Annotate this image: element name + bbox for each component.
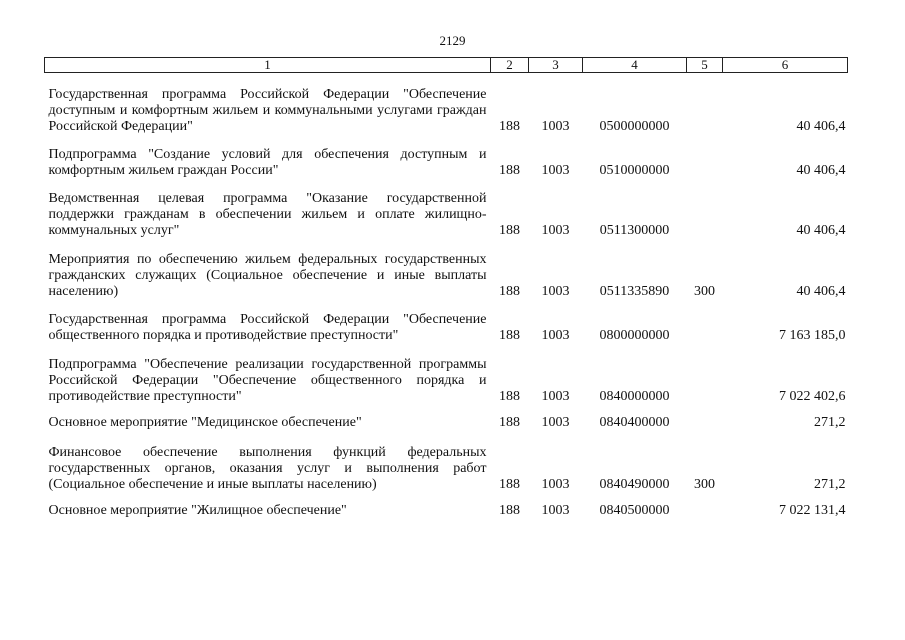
row-col-3: 1003	[541, 502, 570, 518]
row-col-2: 188	[499, 388, 520, 404]
row-col-5	[687, 493, 723, 519]
table-row	[45, 493, 848, 519]
row-col-6: 7 022 131,4	[779, 502, 846, 518]
row-col-5	[687, 405, 723, 431]
row-col-5: 300	[694, 476, 715, 492]
row-col-2: 188	[499, 502, 520, 518]
row-col-2: 188	[499, 118, 520, 134]
header-col-2: 2	[491, 58, 529, 73]
header-col-4: 4	[583, 58, 687, 73]
row-col-3: 1003	[541, 162, 570, 178]
row-col-6: 7 022 402,6	[779, 388, 846, 404]
header-col-1: 1	[45, 58, 491, 73]
row-col-4: 0510000000	[599, 162, 670, 178]
row-col-5	[687, 73, 723, 135]
table-row	[45, 405, 848, 431]
table-row	[45, 431, 848, 493]
table-row	[45, 179, 848, 239]
row-col-5	[687, 179, 723, 239]
table-row	[45, 73, 848, 135]
header-col-6: 6	[723, 58, 848, 73]
row-col-4: 0511300000	[599, 222, 670, 238]
row-description: Государственная программа Российской Федерации "Обеспечение доступным и комфортным жильем и коммунальными услугами граждан Российской Федерации"	[48, 86, 487, 134]
row-col-6: 40 406,4	[796, 162, 846, 178]
header-col-3: 3	[529, 58, 583, 73]
row-col-2: 188	[499, 283, 520, 299]
table-row	[45, 344, 848, 405]
row-col-4: 0840000000	[599, 388, 670, 404]
row-col-4: 0800000000	[599, 327, 670, 343]
row-col-5	[687, 344, 723, 405]
header-col-5: 5	[687, 58, 723, 73]
row-col-2: 188	[499, 327, 520, 343]
row-col-3: 1003	[541, 476, 570, 492]
page-number: 2129	[439, 33, 466, 48]
row-col-3: 1003	[541, 327, 570, 343]
table-body	[45, 73, 848, 519]
table-row	[45, 239, 848, 300]
row-col-3: 1003	[541, 118, 570, 134]
row-col-5	[687, 135, 723, 179]
row-description: Ведомственная целевая программа "Оказание государственной поддержки гражданам в обеспечении жильем и оплате жилищно-коммунальных услуг"	[48, 190, 487, 238]
row-col-6: 40 406,4	[796, 118, 846, 134]
row-col-2: 188	[499, 222, 520, 238]
row-col-6: 7 163 185,0	[779, 327, 846, 343]
row-col-2: 188	[499, 162, 520, 178]
row-col-2: 188	[499, 414, 520, 430]
row-col-5	[687, 300, 723, 344]
row-col-4: 0511335890	[599, 283, 670, 299]
row-description: Мероприятия по обеспечению жильем федеральных государственных гражданских служащих (Социальное обеспечение и иные выплаты населению)	[48, 251, 487, 299]
table-header-row	[45, 58, 848, 73]
row-col-3: 1003	[541, 414, 570, 430]
budget-table	[44, 57, 848, 519]
row-description: Основное мероприятие "Медицинское обеспечение"	[48, 414, 362, 430]
row-description: Основное мероприятие "Жилищное обеспечение"	[48, 502, 347, 518]
row-col-4: 0840500000	[599, 502, 670, 518]
row-col-6: 40 406,4	[796, 222, 846, 238]
row-col-3: 1003	[541, 222, 570, 238]
row-description: Подпрограмма "Создание условий для обеспечения доступным и комфортным жильем граждан России"	[48, 146, 487, 178]
row-col-3: 1003	[541, 388, 570, 404]
row-description: Государственная программа Российской Федерации "Обеспечение общественного порядка и противодействие преступности"	[48, 311, 487, 343]
row-col-3: 1003	[541, 283, 570, 299]
row-col-4: 0500000000	[599, 118, 670, 134]
row-description: Подпрограмма "Обеспечение реализации государственной программы Российской Федерации "Обеспечение общественного порядка и противодействие преступности"	[48, 356, 487, 404]
row-col-4: 0840400000	[599, 414, 670, 430]
row-col-6: 271,2	[814, 476, 846, 492]
table-header	[45, 58, 848, 73]
row-col-4: 0840490000	[599, 476, 670, 492]
row-col-5: 300	[694, 283, 715, 299]
table-row	[45, 300, 848, 344]
row-col-2: 188	[499, 476, 520, 492]
row-col-6: 40 406,4	[796, 283, 846, 299]
row-description: Финансовое обеспечение выполнения функций федеральных государственных органов, оказания услуг и выполнения работ (Социальное обеспечение и иные выплаты населению)	[48, 444, 487, 492]
row-col-6: 271,2	[814, 414, 846, 430]
table-row	[45, 135, 848, 179]
